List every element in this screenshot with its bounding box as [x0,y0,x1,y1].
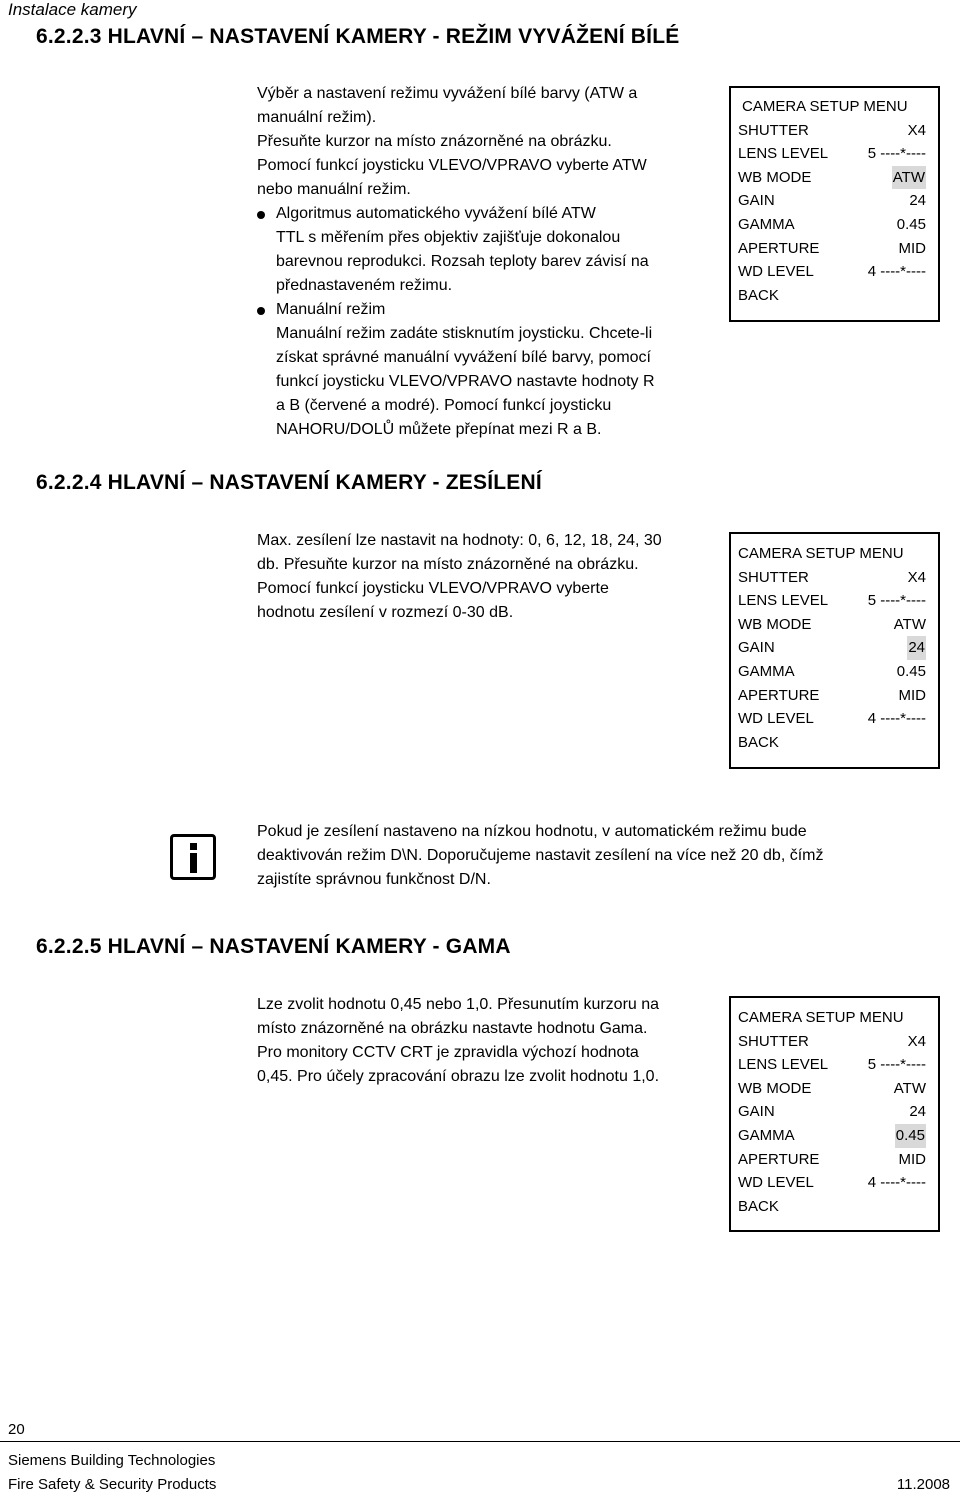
text-line: Lze zvolit hodnotu 0,45 nebo 1,0. Přesunutím kurzoru na [257,996,660,1013]
menu-value: 5 ----*---- [867,592,926,610]
menu-row-lens-level [731,142,938,166]
menu-value: MID [898,239,926,257]
menu-value: 24 [909,192,926,210]
menu-row-back [731,284,938,308]
text-line: db. Přesuňte kurzor na místo znázorněné na obrázku. [257,556,639,573]
text-line: Přesuňte kurzor na místo znázorněné na obrázku. [257,133,612,150]
menu-row-shutter [731,566,938,590]
footer-date: 11.2008 [896,1476,950,1493]
menu-value: 4 ----*---- [867,263,926,281]
menu-label: WB MODE [738,168,812,186]
menu-label: LENS LEVEL [738,1056,829,1074]
menu-value: MID [898,1150,926,1168]
gamma-text [257,993,717,1089]
bullet-dot-icon [257,211,265,219]
text-line: Pomocí funkcí joysticku VLEVO/VPRAVO vyberte ATW [257,157,647,174]
bullet-manual [257,298,717,442]
text-line: deaktivován režim D\N. Doporučujeme nastavit zesílení na více než 20 db, čímž [257,847,824,864]
menu-value: 0.45 [896,662,926,680]
document-section-label: Instalace kamery [8,0,137,19]
menu-value-highlighted: ATW [892,166,926,190]
menu-value: MID [898,686,926,704]
menu-title-row [731,95,938,119]
footer-division: Fire Safety & Security Products [8,1476,217,1493]
section-heading-gain: 6.2.2.4 HLAVNÍ – NASTAVENÍ KAMERY - ZESÍLENÍ [36,471,542,494]
text-line: Manuální režim zadáte stisknutím joysticku. Chcete-li [276,325,653,342]
menu-label: GAIN [738,1103,775,1121]
text-line: zajistíte správnou funkčnost D/N. [257,871,491,888]
menu-value: X4 [907,121,926,139]
menu-row-wb-mode [731,1077,938,1101]
text-line: manuální režim). [257,109,377,126]
menu-value: 24 [909,1103,926,1121]
bullet-title: Algoritmus automatického vyvážení bílé ATW [276,205,596,222]
menu-row-aperture [731,1148,938,1172]
text-line: získat správné manuální vyvážení bílé barvy, pomocí [276,349,651,366]
menu-row-back [731,731,938,755]
menu-value-highlighted: 0.45 [895,1124,926,1148]
text-line: Pomocí funkcí joysticku VLEVO/VPRAVO vyberte [257,580,609,597]
menu-value: 4 ----*---- [867,710,926,728]
menu-title-row [731,1006,938,1030]
text-line: Max. zesílení lze nastavit na hodnoty: 0, 6, 12, 18, 24, 30 [257,532,662,549]
menu-row-lens-level [731,589,938,613]
menu-value-highlighted: 24 [907,636,926,660]
text-line: nebo manuální režim. [257,181,411,198]
menu-label: WD LEVEL [738,710,814,728]
text-line: NAHORU/DOLŮ můžete přepínat mezi R a B. [276,421,602,438]
menu-title: CAMERA SETUP MENU [742,98,908,115]
menu-value: X4 [907,568,926,586]
menu-row-shutter [731,1030,938,1054]
menu-value: 4 ----*---- [867,1174,926,1192]
menu-label: GAMMA [738,215,795,233]
menu-row-aperture [731,684,938,708]
bullet-atw [257,202,717,298]
info-bar [190,853,197,873]
menu-label: WB MODE [738,615,812,633]
section-heading-gamma: 6.2.2.5 HLAVNÍ – NASTAVENÍ KAMERY - GAMA [36,935,511,958]
white-balance-text [257,82,717,442]
menu-row-wd-level [731,260,938,284]
menu-row-wb-mode [731,166,938,190]
camera-setup-menu-gamma [729,996,940,1232]
text-line: TTL s měřením přes objektiv zajišťuje dokonalou [276,229,621,246]
section-heading-white-balance: 6.2.2.3 HLAVNÍ – NASTAVENÍ KAMERY - REŽIM VYVÁŽENÍ BÍLÉ [36,25,680,48]
footer-divider [0,1441,960,1442]
camera-setup-menu-gain [729,532,940,769]
menu-label: LENS LEVEL [738,592,829,610]
menu-label: BACK [738,1197,779,1215]
menu-label: WD LEVEL [738,263,814,281]
text-line: a B (červené a modré). Pomocí funkcí joysticku [276,397,612,414]
text-line: Pokud je zesílení nastaveno na nízkou hodnotu, v automatickém režimu bude [257,823,807,840]
menu-row-wd-level [731,707,938,731]
menu-label: WB MODE [738,1079,812,1097]
text-line: místo znázorněné na obrázku nastavte hodnotu Gama. [257,1020,648,1037]
menu-row-wb-mode [731,613,938,637]
menu-value: 5 ----*---- [867,145,926,163]
menu-row-gamma [731,1124,938,1148]
menu-row-gamma [731,213,938,237]
menu-row-gamma [731,660,938,684]
menu-row-gain [731,1100,938,1124]
menu-label: SHUTTER [738,568,809,586]
menu-title: CAMERA SETUP MENU [738,1009,904,1026]
footer-company: Siemens Building Technologies [8,1452,216,1469]
menu-row-back [731,1195,938,1219]
menu-label: APERTURE [738,1150,820,1168]
text-line: barevnou reprodukci. Rozsah teploty barev závisí na [276,253,649,270]
bullet-dot-icon [257,307,265,315]
menu-value: ATW [893,1079,926,1097]
menu-label: LENS LEVEL [738,145,829,163]
text-line: Pro monitory CCTV CRT je zpravidla výchozí hodnota [257,1044,639,1061]
menu-label: APERTURE [738,239,820,257]
camera-setup-menu-wb [729,86,940,322]
menu-row-wd-level [731,1171,938,1195]
menu-label: SHUTTER [738,1032,809,1050]
menu-value: X4 [907,1032,926,1050]
menu-row-aperture [731,237,938,261]
text-line: Výběr a nastavení režimu vyvážení bílé barvy (ATW a [257,85,638,102]
menu-row-shutter [731,119,938,143]
info-icon [170,834,216,880]
menu-title-row [731,542,938,566]
menu-label: GAIN [738,192,775,210]
menu-row-lens-level [731,1053,938,1077]
menu-value: ATW [893,615,926,633]
menu-title: CAMERA SETUP MENU [738,545,904,562]
text-line: přednastaveném režimu. [276,277,453,294]
text-line: 0,45. Pro účely zpracování obrazu lze zvolit hodnotu 1,0. [257,1068,660,1085]
info-note-text [257,820,937,892]
menu-label: WD LEVEL [738,1174,814,1192]
menu-label: GAMMA [738,1126,795,1144]
bullet-title: Manuální režim [276,301,386,318]
menu-label: BACK [738,733,779,751]
menu-value: 5 ----*---- [867,1056,926,1074]
text-line: funkcí joysticku VLEVO/VPRAVO nastavte hodnoty R [276,373,655,390]
menu-label: GAMMA [738,662,795,680]
menu-label: GAIN [738,639,775,657]
menu-row-gain [731,189,938,213]
menu-row-gain [731,636,938,660]
text-line: hodnotu zesílení v rozmezí 0-30 dB. [257,604,514,621]
menu-value: 0.45 [896,215,926,233]
page-number: 20 [8,1421,25,1438]
menu-label: BACK [738,286,779,304]
menu-label: APERTURE [738,686,820,704]
gain-text [257,529,717,625]
info-dot [190,843,197,850]
menu-label: SHUTTER [738,121,809,139]
